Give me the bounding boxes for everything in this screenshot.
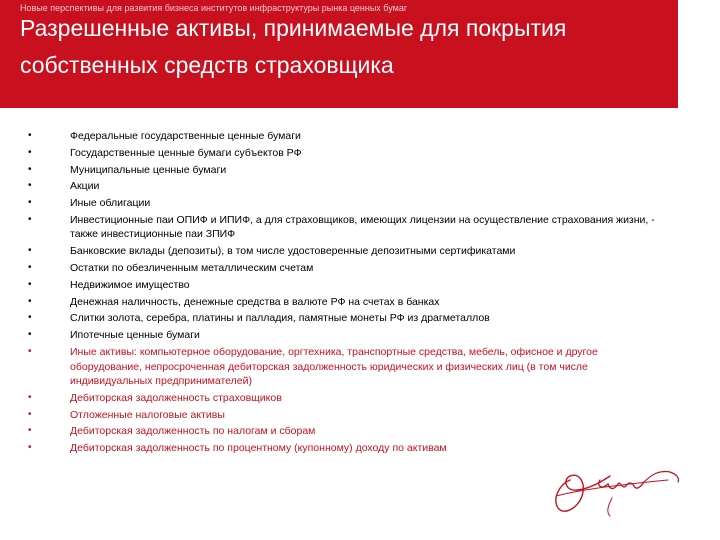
asset-list-item-text: Банковские вклады (депозиты), в том числе удостоверенные депозитными сертификатами	[70, 245, 516, 258]
bullet-icon: •	[28, 278, 32, 290]
asset-list-item	[28, 295, 668, 310]
asset-list-item	[28, 391, 668, 406]
presentation-supertitle: Новые перспективы для развития бизнеса институтов инфраструктуры рынка ценных бумаг	[20, 3, 408, 13]
asset-list-item	[28, 244, 668, 259]
bullet-icon: •	[28, 391, 32, 403]
asset-list-item	[28, 278, 668, 293]
bullet-icon: •	[28, 312, 32, 324]
asset-list-item-text: Денежная наличность, денежные средства в валюте РФ на счетах в банках	[70, 295, 440, 308]
bullet-icon: •	[28, 442, 32, 454]
asset-list-item-text: Слитки золота, серебра, платины и палладия, памятные монеты РФ из драгметаллов	[70, 312, 490, 325]
asset-list-item	[28, 129, 668, 144]
asset-list-item-text: Дебиторская задолженность по налогам и сборам	[70, 425, 316, 438]
asset-list-item	[28, 213, 668, 242]
bullet-icon: •	[28, 346, 32, 358]
header-band	[0, 0, 678, 108]
asset-list-item	[28, 345, 668, 389]
bullet-icon: •	[28, 295, 32, 307]
signature-image	[548, 450, 688, 520]
asset-list-item-text: Дебиторская задолженность по процентному (купонному) доходу по активам	[70, 442, 447, 455]
asset-list-item-text: Остатки по обезличенным металлическим счетам	[70, 262, 314, 275]
bullet-icon: •	[28, 245, 32, 257]
bullet-icon: •	[28, 180, 32, 192]
asset-list-item-text: Муниципальные ценные бумаги	[70, 163, 227, 176]
slide-title: Разрешенные активы, принимаемые для покрытия собственных средств страховщика	[20, 15, 567, 78]
asset-list-item-text: Недвижимое имущество	[70, 278, 190, 291]
asset-list-item-text: Иные активы: компьютерное оборудование, оргтехника, транспортные средства, мебель, офисное и другое оборудование, непросроченная дебиторская задолженность юридических и физических лиц (в том числе индивидуальных предпринимателей)	[70, 346, 598, 388]
bullet-icon: •	[28, 130, 32, 141]
asset-list-item	[28, 146, 668, 161]
bullet-icon: •	[28, 163, 32, 175]
bullet-icon: •	[28, 213, 32, 225]
asset-list	[28, 129, 668, 458]
asset-list-item	[28, 408, 668, 423]
asset-list-item	[28, 163, 668, 178]
bullet-icon: •	[28, 408, 32, 420]
asset-list-item-text: Государственные ценные бумаги субъектов РФ	[70, 146, 302, 159]
asset-list-item-text: Ипотечные ценные бумаги	[70, 329, 200, 342]
asset-list-item-text: Инвестиционные паи ОПИФ и ИПИФ, а для страховщиков, имеющих лицензии на осуществление страхования жизни, - также инвестиционные паи ЗПИФ	[70, 213, 655, 241]
asset-list-item-text: Акции	[70, 180, 100, 193]
asset-list-item	[28, 424, 668, 439]
asset-list-item-text: Дебиторская задолженность страховщиков	[70, 391, 282, 404]
bullet-icon: •	[28, 425, 32, 437]
bullet-icon: •	[28, 146, 32, 158]
asset-list-item-text: Федеральные государственные ценные бумаги	[70, 130, 301, 142]
bullet-icon: •	[28, 329, 32, 341]
bullet-icon: •	[28, 197, 32, 209]
asset-list-item-text: Иные облигации	[70, 197, 151, 210]
asset-list-item	[28, 179, 668, 194]
asset-list-item	[28, 311, 668, 326]
asset-list-item-text: Отложенные налоговые активы	[70, 408, 225, 421]
asset-list-item	[28, 261, 668, 276]
asset-list-item	[28, 196, 668, 211]
bullet-icon: •	[28, 262, 32, 274]
asset-list-item	[28, 328, 668, 343]
